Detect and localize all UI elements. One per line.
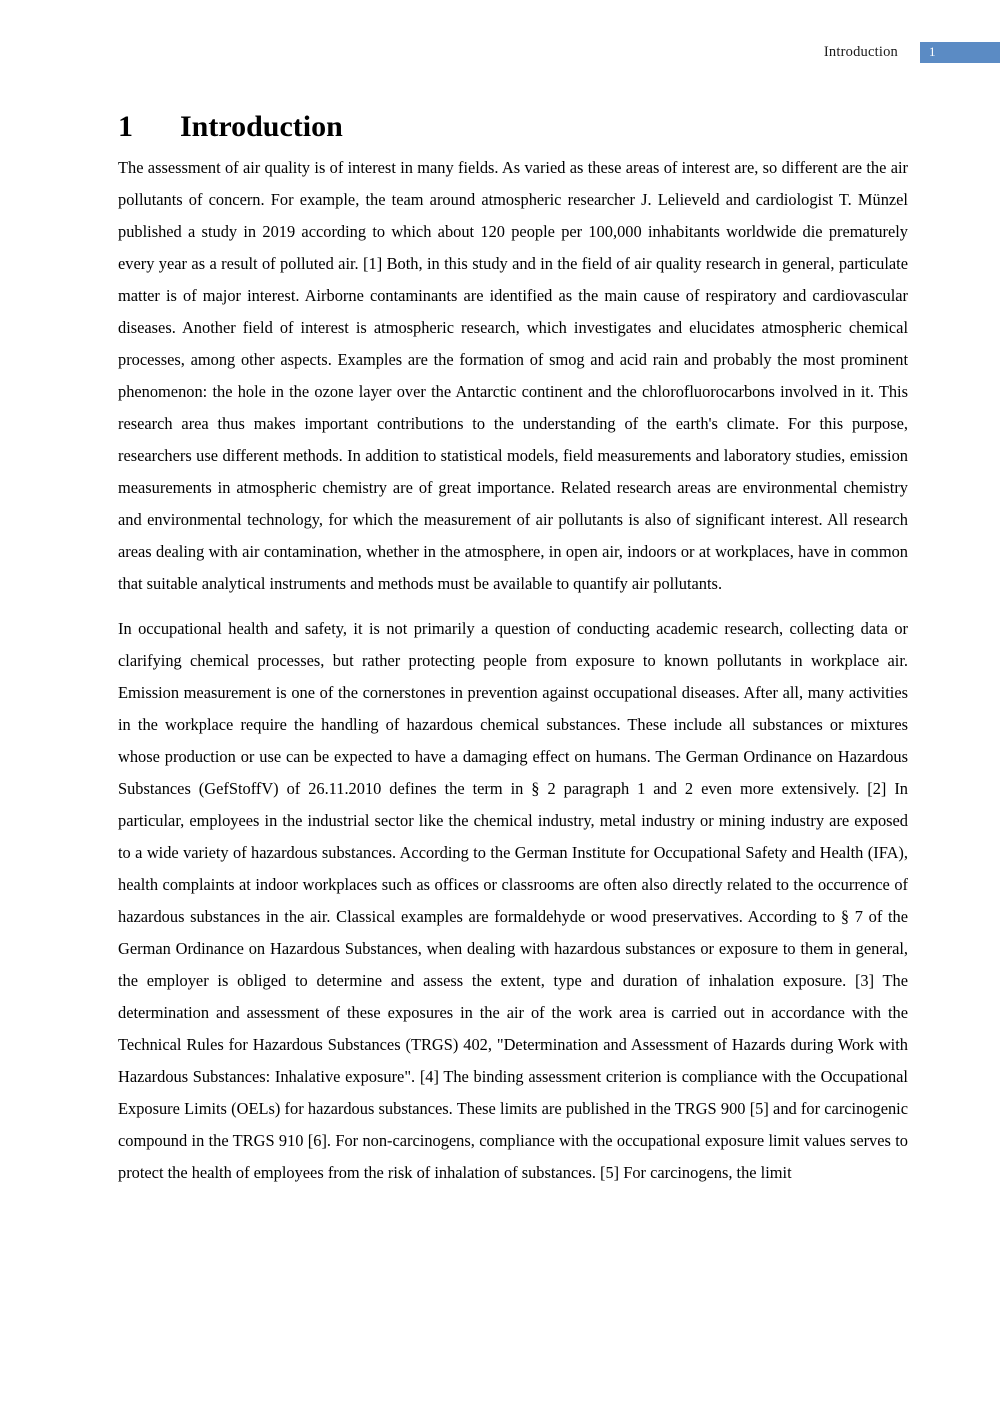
chapter-number: 1 <box>118 110 133 144</box>
paragraph: In occupational health and safety, it is not primarily a question of conducting academic research, collecting data or clarifying chemical processes, but rather protecting people from exposure to known pollutants in workplace air. Emission measurement is one of the cornerstones in prevention against occupational diseases. After all, many activities in the workplace require the handling of hazardous chemical substances. These include all substances or mixtures whose production or use can be expected to have a damaging effect on humans. The German Ordinance on Hazardous Substances (GefStoffV) of 26.11.2010 defines the term in § 2 paragraph 1 and 2 even more extensively. [2] In particular, employees in the industrial sector like the chemical industry, metal industry or mining industry are exposed to a wide variety of hazardous substances. According to the German Institute for Occupational Safety and Health (IFA), health complaints at indoor workplaces such as offices or classrooms are often also directly related to the occurrence of hazardous substances in the air. Classical examples are formaldehyde or wood preservatives. According to § 7 of the German Ordinance on Hazardous Substances, when dealing with hazardous substances or exposure to them in general, the employer is obliged to determine and assess the extent, type and duration of inhalation exposure. [3] The determination and assessment of these exposures in the air of the work area is carried out in accordance with the Technical Rules for Hazardous Substances (TRGS) 402, "Determination and Assessment of Hazards during Work with Hazardous Substances: Inhalative exposure". [4] The binding assessment criterion is compliance with the Occupational Exposure Limits (OELs) for hazardous substances. These limits are published in the TRGS 900 [5] and for carcinogenic compound in the TRGS 910 [6]. For non-carcinogens, compliance with the occupational exposure limit values serves to protect the health of employees from the risk of inhalation of substances. [5] For carcinogens, the limit <box>118 619 908 1182</box>
page-title <box>118 110 343 144</box>
page-number-badge: 1 <box>920 42 1000 63</box>
paragraph: The assessment of air quality is of interest in many fields. As varied as these areas of interest are, so different are the air pollutants of concern. For example, the team around atmospheric researcher J. Lelieveld and cardiologist T. Münzel published a study in 2019 according to which about 120 people per 100,000 inhabitants worldwide die prematurely every year as a result of polluted air. [1] Both, in this study and in the field of air quality research in general, particulate matter is of major interest. Airborne contaminants are identified as the main cause of respiratory and cardiovascular diseases. Another field of interest is atmospheric research, which investigates and elucidates atmospheric chemical processes, among other aspects. Examples are the formation of smog and acid rain and probably the most prominent phenomenon: the hole in the ozone layer over the Antarctic continent and the chlorofluorocarbons involved in it. This research area thus makes important contributions to the understanding of the earth's climate. For this purpose, researchers use different methods. In addition to statistical models, field measurements and laboratory studies, emission measurements in atmospheric chemistry are of great importance. Related research areas are environmental chemistry and environmental technology, for which the measurement of air pollutants is also of significant interest. All research areas dealing with air contamination, whether in the atmosphere, in open air, indoors or at workplaces, have in common that suitable analytical instruments and methods must be available to quantify air pollutants. <box>118 158 908 593</box>
body-text <box>118 152 908 1189</box>
running-header <box>118 40 1000 64</box>
chapter-title: Introduction <box>180 110 343 144</box>
running-header-title: Introduction <box>823 43 898 60</box>
